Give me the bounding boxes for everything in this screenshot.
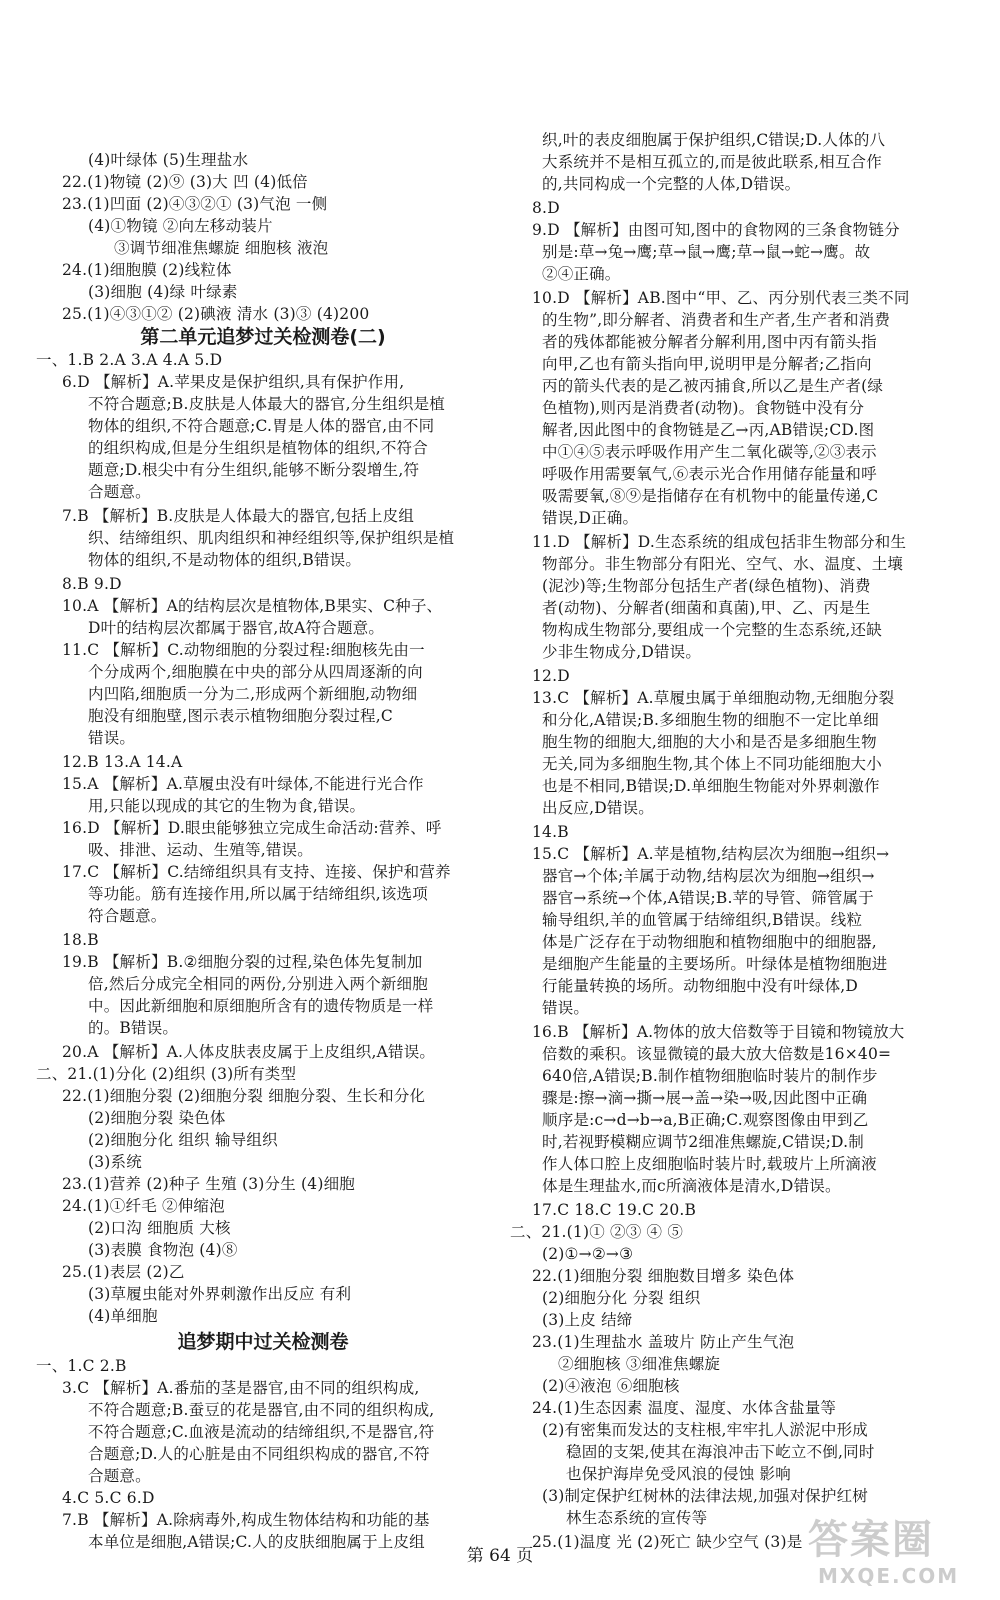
answer-line: 14.B [532,823,569,841]
answer-line: 合题意。 [88,483,151,501]
answer-line: 器官→系统→个体,A错误;B.苹的导管、筛管属于 [542,889,874,907]
answer-line: 织、结缔组织、肌肉组织和神经组织等,保护组织是植 [88,529,455,547]
answer-line: 20.A 【解析】A.人体皮肤表皮属于上皮组织,A错误。 [62,1043,436,1061]
answer-line: 24.(1)生态因素 温度、湿度、水体含盐量等 [532,1399,837,1417]
answer-line: 640倍,A错误;B.制作植物细胞临时装片的制作步 [542,1067,878,1085]
answer-line: (3)表膜 食物泡 (4)⑧ [88,1241,238,1259]
answer-line: 内凹陷,细胞质一分为二,形成两个新细胞,动物细 [88,685,418,703]
answer-line: 器官→个体;羊属于动物,结构层次为细胞→组织→ [542,867,875,885]
answer-line: 16.D 【解析】D.眼虫能够独立完成生命活动:营养、呼 [62,819,442,837]
answer-line: (3)制定保护红树林的法律法规,加强对保护红树 [542,1487,868,1505]
answer-line: 24.(1)①纤毛 ②伸缩泡 [62,1197,225,1215]
answer-line: 林生态系统的宣传等 [566,1509,708,1527]
answer-line: (3)系统 [88,1153,142,1171]
answer-line: 22.(1)细胞分裂 细胞数目增多 染色体 [532,1267,795,1285]
answer-line: 输导组织,羊的血管属于结缔组织,B错误。线粒 [542,911,863,929]
answer-line: 一、1.C 2.B [36,1357,127,1375]
answer-line: 和分化,A错误;B.多细胞生物的细胞不一定比单细 [542,711,879,729]
answer-line: 符合题意。 [88,907,167,925]
section-heading: 第二单元追梦过关检测卷(二) [140,326,386,348]
section-heading: 追梦期中过关检测卷 [177,1331,349,1353]
answer-line: 19.B 【解析】B.②细胞分裂的过程,染色体先复制加 [62,953,423,971]
answer-line: 中。因此新细胞和原细胞所含有的遗传物质是一样 [88,997,434,1015]
answer-line: 本单位是细胞,A错误;C.人的皮肤细胞属于上皮组 [88,1533,425,1551]
answer-line: 4.C 5.C 6.D [62,1489,155,1507]
answer-line: (3)草履虫能对外界刺激作出反应 有利 [88,1285,352,1303]
answer-line: 合题意;D.人的心脏是由不同组织构成的器官,不符 [88,1445,430,1463]
answer-line: 色植物),则丙是消费者(动物)。食物链中没有分 [542,399,865,417]
answer-line: 顺序是:c→d→b→a,B正确;C.观察图像由甲到乙 [542,1111,869,1129]
answer-line: 不符合题意;C.血液是流动的结缔组织,不是器官,符 [88,1423,435,1441]
answer-line: 解者,因此图中的食物链是乙→丙,AB错误;CD.图 [542,421,875,439]
answer-line: 15.A 【解析】A.草履虫没有叶绿体,不能进行光合作 [62,775,424,793]
answer-line: (2)口沟 细胞质 大核 [88,1219,231,1237]
answer-line: 等功能。筋有连接作用,所以属于结缔组织,该选项 [88,885,428,903]
answer-line: 18.B [62,931,99,949]
answer-line: 9.D 【解析】由图可知,图中的食物网的三条食物链分 [532,221,900,239]
answer-line: 向甲,乙也有箭头指向甲,说明甲是分解者;乙指向 [542,355,872,373]
answer-line: 者(动物)、分解者(细菌和真菌),甲、乙、丙是生 [542,599,871,617]
answer-line: 大系统并不是相互孤立的,而是彼此联系,相互合作 [542,153,882,171]
answer-line: 6.D 【解析】A.苹果皮是保护组织,具有保护作用, [62,373,405,391]
answer-line: (泥沙)等;生物部分包括生产者(绿色植物)、消费 [542,577,871,595]
answer-line: 体是生理盐水,而c所滴液体是清水,D错误。 [542,1177,841,1195]
answer-line: 24.(1)细胞膜 (2)线粒体 [62,261,232,279]
answer-line: 倍数的乘积。该显微镜的最大放大倍数是16×40= [542,1045,892,1063]
answer-line: (3)细胞 (4)绿 叶绿素 [88,283,238,301]
answer-line: 胞没有细胞壁,图示表示植物细胞分裂过程,C [88,707,393,725]
answer-line: 呼吸作用需要氧气,⑥表示光合作用储存能量和呼 [542,465,877,483]
answer-line: 25.(1)表层 (2)乙 [62,1263,185,1281]
answer-line: 中①④⑤表示呼吸作用产生二氧化碳等,②③表示 [542,443,877,461]
answer-line: 骤是:擦→滴→撕→展→盖→染→吸,因此图中正确 [542,1089,868,1107]
answer-line: 少非生物成分,D错误。 [542,643,702,661]
answer-line: 稳固的支架,使其在海浪冲击下屹立不倒,同时 [566,1443,875,1461]
answer-line: 的。B错误。 [88,1019,179,1037]
answer-line: 17.C 18.C 19.C 20.B [532,1201,697,1219]
answer-line: 25.(1)④③①② (2)碘液 清水 (3)③ (4)200 [62,305,370,323]
answer-line: 10.D 【解析】AB.图中“甲、乙、丙分别代表三类不同 [532,289,910,307]
answer-line: ③调节细准焦螺旋 细胞核 液泡 [114,239,329,257]
answer-line: 也保护海岸免受风浪的侵蚀 影响 [566,1465,791,1483]
answer-line: ②细胞核 ③细准焦螺旋 [558,1355,721,1373]
answer-line: 吸、排泄、运动、生殖等,错误。 [88,841,313,859]
answer-line: 行能量转换的场所。动物细胞中没有叶绿体,D [542,977,859,995]
answer-line: 23.(1)凹面 (2)④③②① (3)气泡 一侧 [62,195,328,213]
answer-line: 别是:草→兔→鹰;草→鼠→鹰;草→鼠→蛇→鹰。故 [542,243,871,261]
answer-line: 的生物”,即分解者、消费者和生产者,生产者和消费 [542,311,891,329]
answer-line: 22.(1)细胞分裂 (2)细胞分裂 细胞分裂、生长和分化 [62,1087,426,1105]
answer-line: 时,若视野模糊应调节2细准焦螺旋,C错误;D.制 [542,1133,864,1151]
answer-line: (2)细胞分化 组织 输导组织 [88,1131,278,1149]
answer-line: ②④正确。 [542,265,621,283]
answer-line: 的组织构成,但是分生组织是植物体的组织,不符合 [88,439,428,457]
answer-line: 出反应,D错误。 [542,799,654,817]
answer-line: 个分成两个,细胞膜在中央的部分从四周逐渐的向 [88,663,423,681]
answer-line: 11.D 【解析】D.生态系统的组成包括非生物部分和生 [532,533,907,551]
answer-line: 一、1.B 2.A 3.A 4.A 5.D [36,351,223,369]
answer-line: 体是广泛存在于动物细胞和植物细胞中的细胞器, [542,933,877,951]
watermark-top-text: 答案圈 [808,1517,934,1563]
answer-line: 7.B 【解析】A.除病毒外,构成生物体结构和功能的基 [62,1511,430,1529]
answer-line: 7.B 【解析】B.皮肤是人体最大的器官,包括上皮组 [62,507,415,525]
answer-line: 织,叶的表皮细胞属于保护组织,C错误;D.人体的八 [542,131,886,149]
answer-line: D叶的结构层次都属于器官,故A符合题意。 [88,619,385,637]
watermark-bottom-text: MXQE.COM [818,1564,960,1588]
answer-line: 的,共同构成一个完整的人体,D错误。 [542,175,801,193]
answer-line: 题意;D.根尖中有分生组织,能够不断分裂增生,符 [88,461,420,479]
answer-line: 17.C 【解析】C.结缔组织具有支持、连接、保护和营养 [62,863,451,881]
answer-line: 无关,同为多细胞生物,其个体上不同功能细胞大小 [542,755,882,773]
answer-line: 22.(1)物镜 (2)⑨ (3)大 凹 (4)低倍 [62,173,308,191]
answer-line: 物部分。非生物部分有阳光、空气、水、温度、土壤 [542,555,904,573]
answer-line: 二、21.(1)分化 (2)组织 (3)所有类型 [36,1065,297,1083]
answer-line: (2)有密集而发达的支柱根,牢牢扎人淤泥中形成 [542,1421,868,1439]
answer-line: 二、21.(1)① ②③ ④ ⑤ [510,1223,684,1241]
answer-line: 8.B 9.D [62,575,122,593]
answer-line: 15.C 【解析】A.苹是植物,结构层次为细胞→组织→ [532,845,890,863]
answer-line: 25.(1)温度 光 (2)死亡 缺少空气 (3)是 [532,1533,803,1551]
answer-line: (2)细胞分裂 染色体 [88,1109,226,1127]
answer-line: 不符合题意;B.皮肤是人体最大的器官,分生组织是植 [88,395,445,413]
answer-line: (3)上皮 结缔 [542,1311,633,1329]
answer-line: 是细胞产生能量的主要场所。叶绿体是植物细胞进 [542,955,888,973]
answer-line: 作人体口腔上皮细胞临时装片时,载玻片上所滴液 [542,1155,877,1173]
answer-line: 错误。 [542,999,590,1017]
answer-line: 8.D [532,199,560,217]
answer-line: (4)单细胞 [88,1307,158,1325]
answer-line: 吸需要氧,⑧⑨是指储存在有机物中的能量传递,C [542,487,879,505]
answer-line: 3.C 【解析】A.番茄的茎是器官,由不同的组织构成, [62,1379,420,1397]
answer-line: 10.A 【解析】A的结构层次是植物体,B果实、C种子、 [62,597,443,615]
page-number: 第 64 页 [466,1546,534,1566]
answer-line: (4)①物镜 ②向左移动装片 [88,217,273,235]
answer-line: 23.(1)生理盐水 盖玻片 防止产生气泡 [532,1333,795,1351]
answer-line: 倍,然后分成完全相同的两份,分别进入两个新细胞 [88,975,428,993]
answer-line: 12.B 13.A 14.A [62,753,183,771]
answer-line: 12.D [532,667,570,685]
answer-line: (4)叶绿体 (5)生理盐水 [88,151,249,169]
answer-line: 23.(1)营养 (2)种子 生殖 (3)分生 (4)细胞 [62,1175,355,1193]
watermark-logo [800,1508,990,1592]
answer-line: 者的残体都能被分解者分解利用,图中丙有箭头指 [542,333,877,351]
answer-line: 不符合题意;B.蚕豆的花是器官,由不同的组织构成, [88,1401,435,1419]
answer-line: 物构成生物部分,要组成一个完整的生态系统,还缺 [542,621,882,639]
answer-line: 物体的组织,不符合题意;C.胃是人体的器官,由不同 [88,417,435,435]
answer-line: 物体的组织,不是动物体的组织,B错误。 [88,551,362,569]
answer-line: 13.C 【解析】A.草履虫属于单细胞动物,无细胞分裂 [532,689,895,707]
answer-line: 也是不相同,B错误;D.单细胞生物能对外界刺激作 [542,777,880,795]
answer-line: 16.B 【解析】A.物体的放大倍数等于目镜和物镜放大 [532,1023,905,1041]
answer-line: 用,只能以现成的其它的生物为食,错误。 [88,797,366,815]
answer-line: (2)①→②→③ [542,1245,634,1263]
answer-line: 错误。 [88,729,136,747]
answer-line: 胞生物的细胞大,细胞的大小和是否是多细胞生物 [542,733,877,751]
answer-line: 合题意。 [88,1467,151,1485]
answer-line: 错误,D正确。 [542,509,639,527]
answer-line: 11.C 【解析】C.动物细胞的分裂过程:细胞核先由一 [62,641,425,659]
answer-line: 丙的箭头代表的是乙被丙捕食,所以乙是生产者(绿 [542,377,884,395]
answer-line: (2)④液泡 ⑥细胞核 [542,1377,680,1395]
answer-line: (2)细胞分化 分裂 组织 [542,1289,701,1307]
